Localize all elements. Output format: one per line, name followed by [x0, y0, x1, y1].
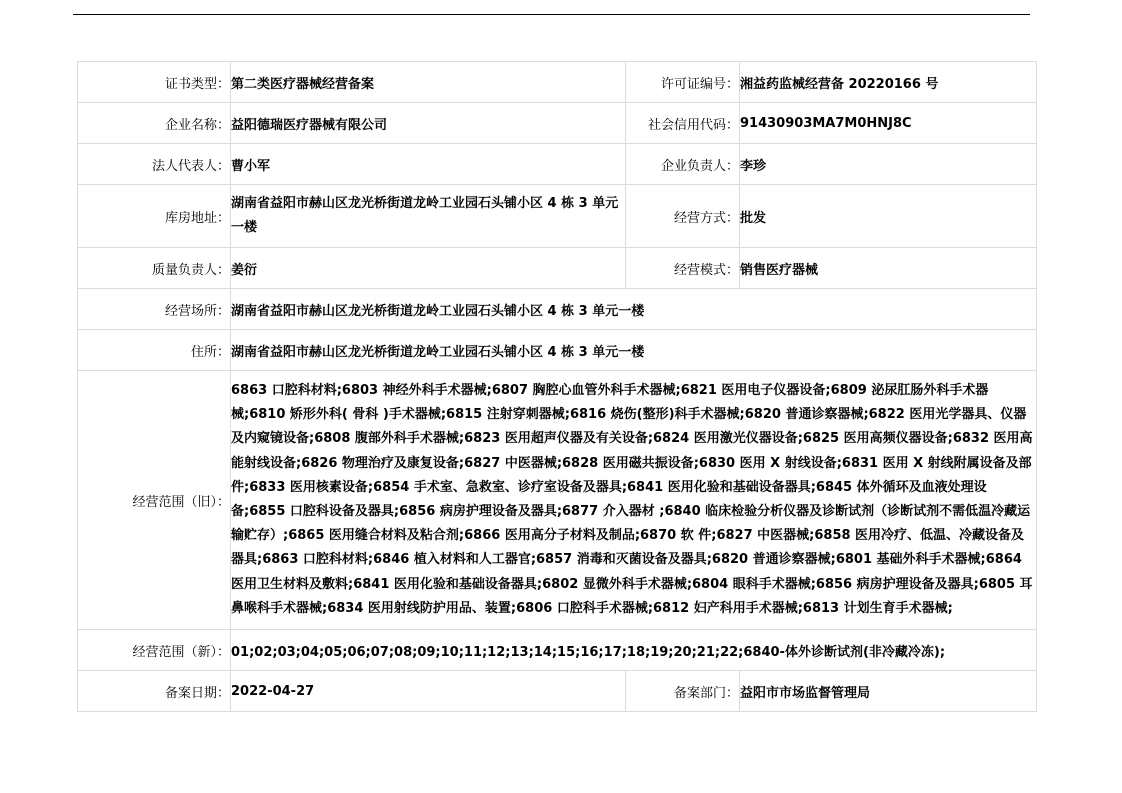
filing-date-value: 2022-04-27 [231, 671, 626, 712]
table-row [78, 330, 1037, 371]
company-head-value: 李珍 [740, 144, 1037, 185]
filing-dept-value: 益阳市市场监督管理局 [740, 671, 1037, 712]
residence-label: 住所： [78, 330, 231, 371]
credit-code-label: 社会信用代码： [626, 103, 740, 144]
scope-new-value: 01;02;03;04;05;06;07;08;09;10;11;12;13;14;15;16;17;18;19;20;21;22;6840-体外诊断试剂(非冷藏冷冻); [231, 630, 1037, 671]
license-no-label: 许可证编号： [626, 62, 740, 103]
table-row [78, 371, 1037, 630]
scope-new-label: 经营范围（新）： [78, 630, 231, 671]
warehouse-address-label: 库房地址： [78, 185, 231, 248]
company-head-label: 企业负责人： [626, 144, 740, 185]
cert-type-value: 第二类医疗器械经营备案 [231, 62, 626, 103]
business-model-label: 经营模式： [626, 248, 740, 289]
legal-rep-label: 法人代表人： [78, 144, 231, 185]
table-row [78, 62, 1037, 103]
table-row [78, 630, 1037, 671]
table-row [78, 289, 1037, 330]
table-row [78, 103, 1037, 144]
quality-head-label: 质量负责人： [78, 248, 231, 289]
warehouse-address-value: 湖南省益阳市赫山区龙光桥街道龙岭工业园石头铺小区 4 栋 3 单元一楼 [231, 185, 626, 248]
residence-value: 湖南省益阳市赫山区龙光桥街道龙岭工业园石头铺小区 4 栋 3 单元一楼 [231, 330, 1037, 371]
company-name-value: 益阳德瑞医疗器械有限公司 [231, 103, 626, 144]
table-row [78, 671, 1037, 712]
company-name-label: 企业名称： [78, 103, 231, 144]
filing-date-label: 备案日期： [78, 671, 231, 712]
business-mode-value: 批发 [740, 185, 1037, 248]
table-row [78, 248, 1037, 289]
cert-type-label: 证书类型： [78, 62, 231, 103]
filing-dept-label: 备案部门： [626, 671, 740, 712]
scope-old-label: 经营范围（旧）： [78, 371, 231, 630]
table-row [78, 144, 1037, 185]
business-mode-label: 经营方式： [626, 185, 740, 248]
license-no-value: 湘益药监械经营备 20220166 号 [740, 62, 1037, 103]
credit-code-value: 91430903MA7M0HNJ8C [740, 103, 1037, 144]
table-row [78, 185, 1037, 248]
top-divider [73, 14, 1030, 15]
legal-rep-value: 曹小军 [231, 144, 626, 185]
business-model-value: 销售医疗器械 [740, 248, 1037, 289]
quality-head-value: 姜衍 [231, 248, 626, 289]
scope-old-value: 6863 口腔科材料;6803 神经外科手术器械;6807 胸腔心血管外科手术器械;6821 医用电子仪器设备;6809 泌尿肛肠外科手术器械;6810 矫形外科( 骨科 )手术器械;6815 注射穿刺器械;6816 烧伤(整形)科手术器械;6820 普通诊察器械;6822 医用光学器具、仪器及内窥镜设备;6808 腹部外科手术器械;6823 医用超声仪器及有关设备;6824 医用激光仪器设备;6825 医用高频仪器设备;6832 医用高能射线设备;6826 物理治疗及康复设备;6827 中医器械;6828 医用磁共振设备;6830 医用 X 射线设备;6831 医用 X 射线附属设备及部件;6833 医用核素设备;6854 手术室、急救室、诊疗室设备及器具;6841 医用化验和基础设备器具;6845 体外循环及血液处理设备;6855 口腔科设备及器具;6856 病房护理设备及器具;6877 介入器材 ;6840 临床检验分析仪器及诊断试剂（诊断试剂不需低温冷藏运输贮存）;6865 医用缝合材料及粘合剂;6866 医用高分子材料及制品;6870 软 件;6827 中医器械;6858 医用冷疗、低温、冷藏设备及器具;6863 口腔科材料;6846 植入材料和人工器官;6857 消毒和灭菌设备及器具;6820 普通诊察器械;6801 基础外科手术器械;6864 医用卫生材料及敷料;6841 医用化验和基础设备器具;6802 显微外科手术器械;6804 眼科手术器械;6856 病房护理设备及器具;6805 耳鼻喉科手术器械;6834 医用射线防护用品、装置;6806 口腔科手术器械;6812 妇产科用手术器械;6813 计划生育手术器械; [231, 371, 1037, 630]
business-premises-label: 经营场所： [78, 289, 231, 330]
business-premises-value: 湖南省益阳市赫山区龙光桥街道龙岭工业园石头铺小区 4 栋 3 单元一楼 [231, 289, 1037, 330]
filing-record-table [77, 61, 1037, 712]
